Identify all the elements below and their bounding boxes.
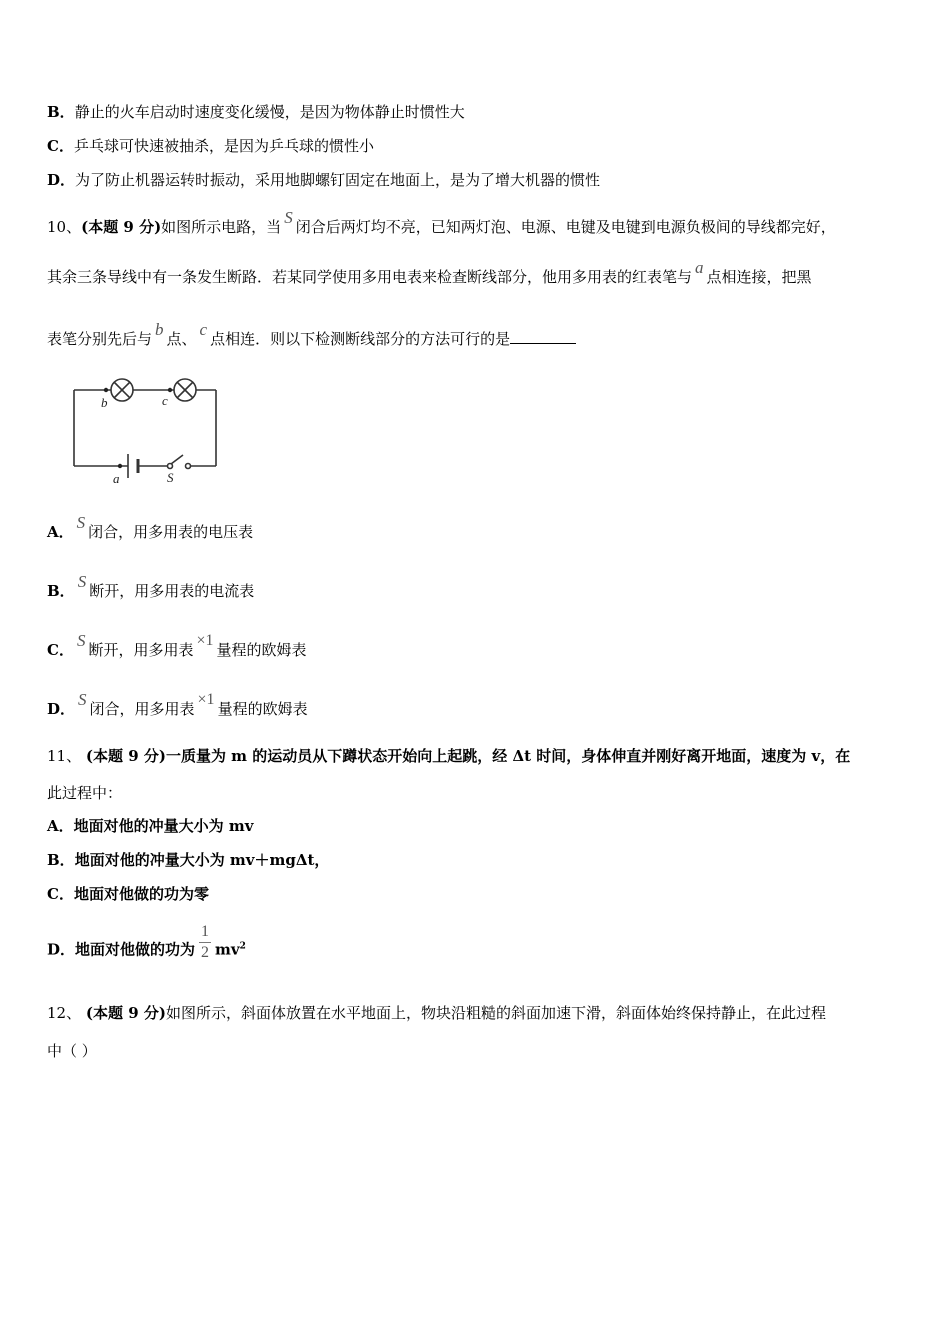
option-text: 断开，用多用表的电流表 — [89, 582, 255, 600]
range-symbol: ×1 — [197, 691, 215, 708]
exponent: 2 — [239, 941, 246, 952]
q10-text: 如图所示电路，当 — [161, 218, 282, 236]
label-b: b — [101, 395, 108, 410]
label-a: a — [113, 471, 120, 486]
q12-line-2 — [47, 1041, 97, 1061]
option-text: 地面对他做的功为 — [75, 940, 196, 959]
range-symbol: ×1 — [196, 632, 214, 649]
circuit-diagram — [66, 372, 242, 492]
q10-option-d — [47, 690, 308, 720]
q10-text: 点相连．则以下检测断线部分的方法可行的是 — [210, 330, 511, 348]
junction-c-dot — [168, 388, 172, 392]
switch-symbol: S — [76, 631, 86, 650]
option-label: B． — [47, 851, 75, 869]
question-number: 10、 — [47, 218, 82, 236]
option-text: 地面对他的冲量大小为 mv＋mgΔt， — [74, 851, 330, 869]
option-text: 为了防止机器运转时振动，采用地脚螺钉固定在地面上，是为了增大机器的惯性 — [75, 171, 601, 189]
option-label: D． — [47, 171, 76, 189]
option-label: A． — [47, 523, 74, 541]
q12-line-1 — [47, 1003, 826, 1023]
q10-text: 其余三条导线中有一条发生断路．若某同学使用多用电表来检查断线部分，他用多用表的红表笔与 — [47, 268, 693, 286]
option-text: 地面对他的冲量大小为 mv — [73, 817, 254, 835]
q11-option-c — [47, 884, 209, 904]
q11-line-1 — [47, 746, 850, 766]
point-b-symbol: b — [155, 320, 164, 339]
q11-text: 此过程中： — [47, 784, 123, 802]
question-score: (本题 9 分) — [85, 747, 166, 765]
q10-option-a — [47, 513, 254, 542]
q11-text: 一质量为 m 的运动员从下蹲状态开始向上起跳，经 Δt 时间，身体伸直并刚好离开地面，速度为 v，在 — [165, 747, 851, 765]
switch-symbol — [168, 455, 191, 469]
fraction-numerator: 1 — [199, 922, 211, 943]
answer-blank — [510, 329, 576, 344]
junction-a-dot — [118, 464, 122, 468]
q10-option-b — [47, 572, 255, 601]
point-a-symbol: a — [695, 258, 704, 277]
question-score: (本题 9 分) — [81, 218, 162, 236]
point-c-symbol: c — [199, 320, 208, 339]
switch-symbol: S — [76, 513, 86, 532]
question-number: 11、 — [47, 747, 82, 765]
option-text-tail: mv — [215, 940, 240, 959]
q11-option-a — [47, 816, 253, 836]
fraction-denominator: 2 — [201, 944, 210, 961]
q9-option-c — [47, 136, 374, 156]
q10-text: 点相连接，把黑 — [706, 268, 812, 286]
switch-symbol: S — [284, 208, 293, 227]
q10-option-c — [47, 631, 307, 661]
fraction-one-half — [199, 922, 211, 963]
question-number: 12、 — [47, 1004, 82, 1022]
q10-line-2 — [47, 258, 812, 287]
switch-symbol: S — [77, 572, 87, 591]
option-label: D． — [47, 940, 76, 959]
option-text: 量程的欧姆表 — [216, 641, 307, 659]
option-text: 闭合，用多用表 — [89, 700, 195, 718]
q10-text: 点、 — [166, 330, 197, 348]
lamp-1 — [111, 379, 133, 401]
option-label: C． — [47, 137, 74, 155]
option-text: 乒乓球可快速被抽杀，是因为乒乓球的惯性小 — [73, 137, 374, 155]
option-label: A． — [47, 817, 74, 835]
q10-line-3 — [47, 320, 576, 349]
option-label: D． — [47, 700, 76, 718]
q9-option-d — [47, 170, 600, 190]
label-s: S — [167, 470, 174, 485]
lamp-2 — [174, 379, 196, 401]
q10-text: 闭合后两灯均不亮，已知两灯泡、电源、电键及电键到电源负极间的导线都完好， — [295, 218, 836, 236]
option-text: 断开，用多用表 — [88, 641, 194, 659]
q12-text: 如图所示，斜面体放置在水平地面上，物块沿粗糙的斜面加速下滑，斜面体始终保持静止，在此过程 — [165, 1004, 826, 1022]
switch-symbol: S — [78, 690, 87, 709]
q10-line-1 — [47, 208, 836, 237]
option-text: 静止的火车启动时速度变化缓慢，是因为物体静止时惯性大 — [74, 103, 465, 121]
option-label: B． — [47, 582, 75, 600]
battery-symbol — [128, 454, 138, 478]
q11-line-2 — [47, 783, 122, 803]
q9-option-b — [47, 102, 465, 122]
q12-text: 中（ ） — [47, 1042, 97, 1060]
option-label: C． — [47, 641, 74, 659]
option-label: B． — [47, 103, 75, 121]
option-text: 量程的欧姆表 — [217, 700, 308, 718]
q11-option-d — [47, 923, 246, 971]
q11-option-b — [47, 850, 329, 870]
q10-text: 表笔分别先后与 — [47, 330, 153, 348]
option-text: 闭合，用多用表的电压表 — [88, 523, 254, 541]
label-c: c — [162, 393, 168, 408]
option-label: C． — [47, 885, 74, 903]
question-score: (本题 9 分) — [85, 1004, 166, 1022]
junction-b-dot — [104, 388, 108, 392]
option-text: 地面对他做的功为零 — [73, 885, 209, 903]
